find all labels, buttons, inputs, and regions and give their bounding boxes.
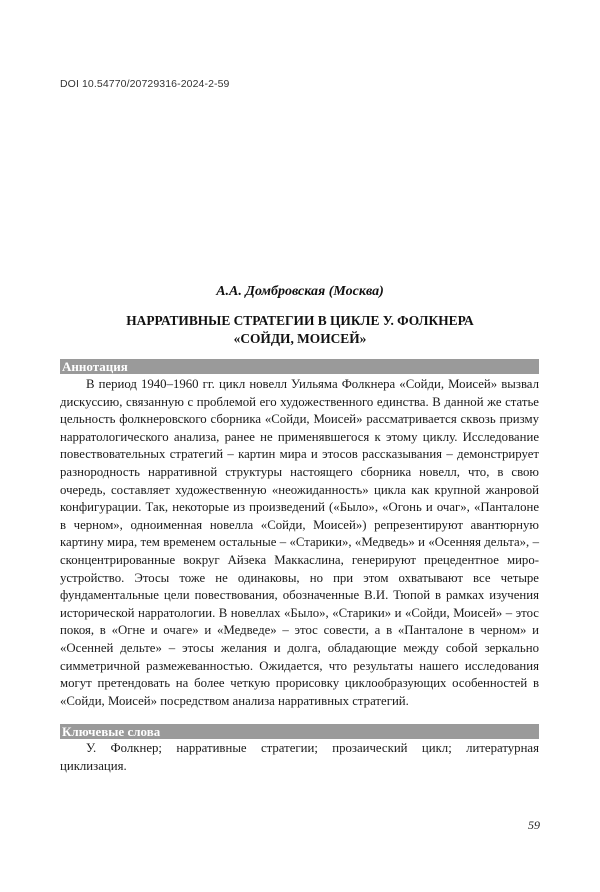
author-line: А.А. Домбровская (Москва)	[216, 284, 384, 299]
abstract-paragraph: В период 1940–1960 гг. цикл новелл Уильяма Фолкнера «Сойди, Моисей» вызвал дискуссию, связанную с проблемой его художественного единства. В данной же статье цельность фолкнеровского сборника «Сойди, Моисей» рассматривается сквозь призму нарратологического анализа, ранее не применявшегося к этому циклу. Исследование повествовательных стратегий – картин мира и этосов рассказывания – демонстрирует разнородность нарративной структуры настоящего сборника новелл, что, в свою очередь, составляет художественную «неожиданность» цикла как крупной жанровой конфигурации. Так, некоторые из произведений («Было», «Огонь и очаг», «Панталоне в черном», одноименная новелла «Сойди, Моисей») репрезентируют авантюрную картину мира, тем временем остальные – «Старики», «Медведь» и «Осенняя дельта», – сконцентрированные вокруг Айзека Маккаслина, генерируют прецедентное мироустройство. Этосы тоже не одинаковы, но при этом охватывают все четыре фундаментальные цели повествования, обозначенные В.И. Тюпой в рамках изучения исторической нарратологии. В новеллах «Было», «Старики» и «Сойди, Моисей» – этос покоя, в «Огне и очаге» и «Медведе» – этос совести, а в «Панталоне в черном» и «Осенней дельте» – этосы желания и долга, обладающие между собой зеркально симметричной размежеванностью. Ожидается, что результаты нашего исследования могут претендовать на более четкую прорисовку циклообразующих особенностей в «Сойди, Моисей» посредством анализа нарративных стратегий.	[60, 377, 539, 708]
abstract-body	[60, 376, 539, 710]
abstract-heading: Аннотация	[60, 359, 539, 374]
title-line-1: НАРРАТИВНЫЕ СТРАТЕГИИ В ЦИКЛЕ У. ФОЛКНЕРА	[126, 313, 474, 328]
keywords-heading: Ключевые слова	[60, 724, 539, 739]
title-line-2: «СОЙДИ, МОИСЕЙ»	[233, 331, 367, 346]
keywords-paragraph: У. Фолкнер; нарративные стратегии; прозаический цикл; литературная циклизация.	[60, 741, 539, 773]
keywords-body	[60, 740, 539, 775]
article-title	[60, 312, 540, 348]
doi-line[interactable]: DOI 10.54770/20729316-2024-2-59	[60, 78, 230, 90]
page-number: 59	[528, 818, 540, 832]
